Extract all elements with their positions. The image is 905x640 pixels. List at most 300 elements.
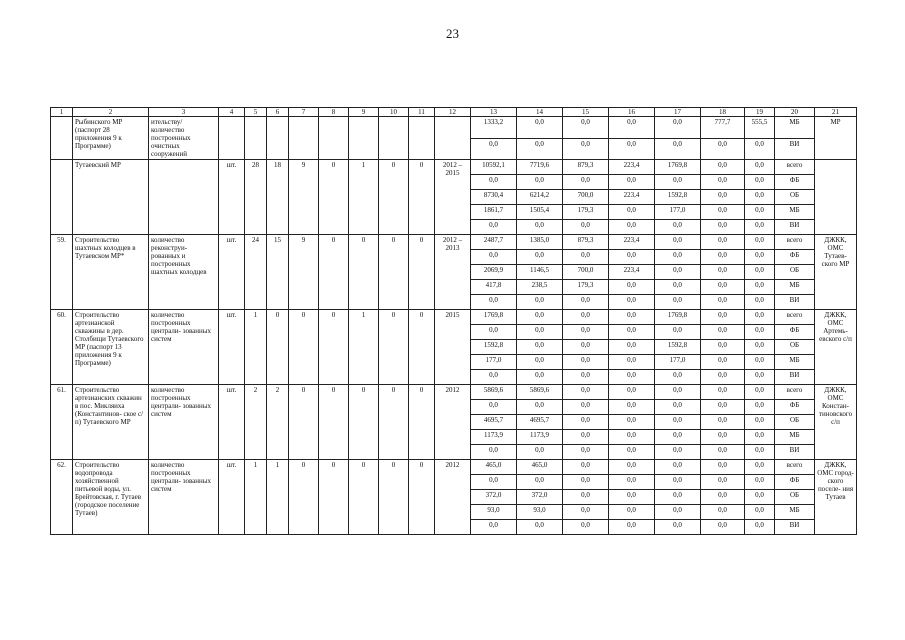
amount-cell: 0,0 [609,310,655,325]
table-row [51,235,857,250]
value-col11-cell: 0 [409,460,435,535]
value-col9-cell: 0 [349,460,379,535]
column-number-header: 16 [609,108,655,117]
amount-cell: 0,0 [701,220,745,235]
amount-cell: 0,0 [701,205,745,220]
column-number-header: 21 [815,108,857,117]
funding-source-cell: МБ [775,280,815,295]
amount-cell: 0,0 [563,490,609,505]
amount-cell: 179,3 [563,205,609,220]
amount-cell: 0,0 [745,520,775,535]
amount-cell: 0,0 [563,430,609,445]
value-col8-cell: 0 [319,235,349,310]
amount-cell: 0,0 [701,355,745,370]
amount-cell: 0,0 [745,460,775,475]
amount-cell: 0,0 [701,415,745,430]
indicator-cell: количество реконструи- рованных и построенных шахтных колодцев [149,235,219,310]
value-col7-cell: 0 [289,310,319,385]
amount-cell: 0,0 [655,430,701,445]
amount-cell: 0,0 [471,520,517,535]
amount-cell: 0,0 [471,475,517,490]
amount-cell: 4695,7 [517,415,563,430]
amount-cell: 1333,2 [471,117,517,139]
amount-cell: 0,0 [745,340,775,355]
value-col11-cell: 0 [409,385,435,460]
funding-source-cell: всего [775,460,815,475]
amount-cell: 0,0 [609,445,655,460]
amount-cell: 0,0 [609,490,655,505]
amount-cell: 555,5 [745,117,775,139]
funding-source-cell: ВИ [775,295,815,310]
value-col7-cell: 0 [289,385,319,460]
amount-cell: 0,0 [563,520,609,535]
amount-cell: 0,0 [701,430,745,445]
column-number-header: 20 [775,108,815,117]
table-row [51,310,857,325]
amount-cell: 1861,7 [471,205,517,220]
amount-cell: 0,0 [609,400,655,415]
amount-cell: 0,0 [701,175,745,190]
amount-cell: 777,7 [701,117,745,139]
amount-cell: 4695,7 [471,415,517,430]
amount-cell: 0,0 [517,445,563,460]
amount-cell: 1769,8 [655,160,701,175]
funding-source-cell: ВИ [775,138,815,160]
value-col6-cell: 1 [267,460,289,535]
amount-cell: 0,0 [563,475,609,490]
amount-cell: 0,0 [563,325,609,340]
funding-source-cell: ВИ [775,370,815,385]
unit-cell: шт. [219,460,245,535]
amount-cell: 417,8 [471,280,517,295]
amount-cell: 177,0 [655,355,701,370]
column-number-header: 18 [701,108,745,117]
amount-cell: 0,0 [701,190,745,205]
value-col8-cell: 0 [319,310,349,385]
amount-cell: 0,0 [655,460,701,475]
value-col11-cell: 0 [409,235,435,310]
unit-cell: шт. [219,160,245,235]
indicator-cell: количество построенных централи- зованных систем [149,385,219,460]
period-cell [435,117,471,160]
amount-cell: 0,0 [609,220,655,235]
amount-cell: 1592,8 [471,340,517,355]
amount-cell: 93,0 [517,505,563,520]
table-row [51,160,857,175]
amount-cell: 0,0 [563,460,609,475]
amount-cell: 0,0 [609,280,655,295]
amount-cell: 0,0 [517,310,563,325]
program-table [50,107,857,535]
column-number-header: 4 [219,108,245,117]
amount-cell: 0,0 [745,190,775,205]
amount-cell: 0,0 [609,460,655,475]
amount-cell: 0,0 [517,220,563,235]
column-number-header: 19 [745,108,775,117]
value-col7-cell: 9 [289,160,319,235]
amount-cell: 0,0 [655,138,701,160]
amount-cell: 1173,9 [471,430,517,445]
column-number-header: 7 [289,108,319,117]
amount-cell: 7719,6 [517,160,563,175]
amount-cell: 0,0 [655,295,701,310]
amount-cell: 879,3 [563,235,609,250]
table-header-row [51,108,857,117]
amount-cell: 0,0 [517,475,563,490]
value-col11-cell: 0 [409,160,435,235]
amount-cell: 2487,7 [471,235,517,250]
amount-cell: 0,0 [517,370,563,385]
value-col9-cell: 1 [349,160,379,235]
table-row [51,460,857,475]
amount-cell: 0,0 [655,400,701,415]
amount-cell: 0,0 [655,370,701,385]
funding-source-cell: ФБ [775,400,815,415]
value-col6-cell: 18 [267,160,289,235]
funding-source-cell: МБ [775,355,815,370]
row-number-cell: 60. [51,310,73,385]
amount-cell: 0,0 [745,370,775,385]
amount-cell: 0,0 [609,117,655,139]
value-col10-cell: 0 [379,235,409,310]
amount-cell: 0,0 [655,280,701,295]
amount-cell: 465,0 [471,460,517,475]
item-name-cell: Строительство шахтных колодцев в Тутаевском МР* [73,235,149,310]
amount-cell: 0,0 [745,205,775,220]
amount-cell: 0,0 [655,250,701,265]
value-col9-cell: 0 [349,235,379,310]
funding-source-cell: МБ [775,205,815,220]
funding-source-cell: ОБ [775,415,815,430]
amount-cell: 177,0 [655,205,701,220]
amount-cell: 0,0 [471,175,517,190]
amount-cell: 700,0 [563,190,609,205]
item-name-cell: Рыбинского МР (паспорт 28 приложения 9 к Программе) [73,117,149,160]
amount-cell: 0,0 [563,505,609,520]
amount-cell: 1505,4 [517,205,563,220]
amount-cell: 0,0 [563,138,609,160]
period-cell: 2012 [435,385,471,460]
amount-cell: 0,0 [517,355,563,370]
unit-cell: шт. [219,235,245,310]
amount-cell: 1173,9 [517,430,563,445]
amount-cell: 0,0 [701,400,745,415]
amount-cell: 0,0 [655,175,701,190]
amount-cell: 0,0 [655,385,701,400]
value-col7-cell [289,117,319,160]
amount-cell: 0,0 [701,325,745,340]
amount-cell: 0,0 [745,400,775,415]
unit-cell: шт. [219,310,245,385]
item-name-cell: Строительство артезианской скважины в дер. Столбищи Тутаевского МР (паспорт 13 приложения 9 к Программе) [73,310,149,385]
value-col9-cell: 0 [349,385,379,460]
amount-cell: 1385,0 [517,235,563,250]
amount-cell: 0,0 [655,520,701,535]
column-number-header: 17 [655,108,701,117]
amount-cell: 0,0 [471,250,517,265]
amount-cell: 223,4 [609,265,655,280]
funding-source-cell: всего [775,385,815,400]
value-col6-cell [267,117,289,160]
value-col10-cell: 0 [379,160,409,235]
amount-cell: 0,0 [701,235,745,250]
amount-cell: 0,0 [609,250,655,265]
funding-source-cell: ОБ [775,340,815,355]
amount-cell: 0,0 [745,250,775,265]
amount-cell: 0,0 [471,400,517,415]
amount-cell: 0,0 [609,355,655,370]
funding-source-cell: МБ [775,505,815,520]
amount-cell: 0,0 [655,490,701,505]
amount-cell: 0,0 [701,265,745,280]
amount-cell: 0,0 [701,490,745,505]
funding-source-cell: ФБ [775,250,815,265]
funding-source-cell: ФБ [775,325,815,340]
row-number-cell: 61. [51,385,73,460]
amount-cell: 1592,8 [655,190,701,205]
period-cell: 2012 – 2015 [435,160,471,235]
column-number-header: 6 [267,108,289,117]
amount-cell: 0,0 [701,295,745,310]
amount-cell: 5869,6 [517,385,563,400]
amount-cell: 700,0 [563,265,609,280]
funding-source-cell: ФБ [775,475,815,490]
amount-cell: 0,0 [701,250,745,265]
amount-cell: 0,0 [745,265,775,280]
executor-cell: МР [815,117,857,160]
amount-cell: 465,0 [517,460,563,475]
amount-cell: 0,0 [745,505,775,520]
amount-cell: 179,3 [563,280,609,295]
amount-cell: 0,0 [471,138,517,160]
row-number-cell [51,117,73,160]
amount-cell: 0,0 [745,235,775,250]
column-number-header: 13 [471,108,517,117]
funding-source-cell: ОБ [775,265,815,280]
amount-cell: 0,0 [563,370,609,385]
amount-cell: 0,0 [563,295,609,310]
funding-source-cell: ВИ [775,520,815,535]
amount-cell: 177,0 [471,355,517,370]
indicator-cell: ительству/ количество построенных очистных сооружений [149,117,219,160]
amount-cell: 0,0 [609,138,655,160]
amount-cell: 0,0 [701,460,745,475]
amount-cell: 6214,2 [517,190,563,205]
value-col8-cell: 0 [319,160,349,235]
funding-source-cell: ОБ [775,190,815,205]
column-number-header: 15 [563,108,609,117]
amount-cell: 0,0 [655,505,701,520]
amount-cell: 0,0 [701,475,745,490]
amount-cell: 2069,9 [471,265,517,280]
amount-cell: 0,0 [701,505,745,520]
funding-source-cell: ВИ [775,445,815,460]
row-number-cell: 62. [51,460,73,535]
column-number-header: 11 [409,108,435,117]
column-number-header: 14 [517,108,563,117]
amount-cell: 372,0 [517,490,563,505]
amount-cell: 0,0 [745,415,775,430]
page-number: 23 [446,26,459,41]
column-number-header: 5 [245,108,267,117]
amount-cell: 1769,8 [655,310,701,325]
value-col6-cell: 0 [267,310,289,385]
funding-source-cell: всего [775,235,815,250]
item-name-cell: Тутаевский МР [73,160,149,235]
value-col11-cell: 0 [409,310,435,385]
amount-cell: 0,0 [609,370,655,385]
amount-cell: 0,0 [563,415,609,430]
funding-source-cell: ОБ [775,490,815,505]
unit-cell: шт. [219,385,245,460]
amount-cell: 0,0 [609,325,655,340]
amount-cell: 0,0 [655,265,701,280]
amount-cell: 0,0 [745,445,775,460]
amount-cell: 0,0 [745,385,775,400]
amount-cell: 0,0 [517,117,563,139]
amount-cell: 0,0 [563,175,609,190]
value-col10-cell: 0 [379,385,409,460]
value-col8-cell: 0 [319,385,349,460]
amount-cell: 0,0 [655,475,701,490]
column-number-header: 2 [73,108,149,117]
value-col5-cell: 1 [245,310,267,385]
executor-cell: ДЖКК, ОМС город- ского поселе- ния Тутаев [815,460,857,535]
amount-cell: 0,0 [471,295,517,310]
funding-source-cell: МБ [775,117,815,139]
amount-cell: 1592,8 [655,340,701,355]
unit-cell [219,117,245,160]
amount-cell: 0,0 [563,220,609,235]
amount-cell: 0,0 [609,205,655,220]
amount-cell: 0,0 [745,295,775,310]
amount-cell: 0,0 [563,355,609,370]
amount-cell: 0,0 [517,400,563,415]
amount-cell: 10592,1 [471,160,517,175]
row-number-cell: 59. [51,235,73,310]
amount-cell: 0,0 [745,138,775,160]
amount-cell: 0,0 [745,475,775,490]
amount-cell: 0,0 [563,250,609,265]
row-number-cell [51,160,73,235]
amount-cell: 0,0 [701,340,745,355]
amount-cell: 0,0 [563,310,609,325]
funding-source-cell: ФБ [775,175,815,190]
column-number-header: 1 [51,108,73,117]
amount-cell: 0,0 [471,220,517,235]
amount-cell: 0,0 [471,325,517,340]
amount-cell: 372,0 [471,490,517,505]
value-col5-cell: 1 [245,460,267,535]
column-number-header: 3 [149,108,219,117]
amount-cell: 0,0 [609,415,655,430]
amount-cell: 0,0 [563,445,609,460]
amount-cell: 0,0 [517,520,563,535]
value-col8-cell [319,117,349,160]
amount-cell: 0,0 [609,505,655,520]
table-row [51,385,857,400]
amount-cell: 0,0 [745,430,775,445]
item-name-cell: Строительство артезианских скважин в пос. Микляиха (Константинов- ское с/п) Тутаевского МР [73,385,149,460]
amount-cell: 0,0 [701,385,745,400]
amount-cell: 1769,8 [471,310,517,325]
amount-cell: 0,0 [517,175,563,190]
executor-cell: ДЖКК, ОМС Констан- тиновского с/п [815,385,857,460]
period-cell: 2012 [435,460,471,535]
funding-source-cell: ВИ [775,220,815,235]
value-col8-cell: 0 [319,460,349,535]
indicator-cell: количество построенных централи- зованных систем [149,460,219,535]
amount-cell: 879,3 [563,160,609,175]
amount-cell: 0,0 [563,400,609,415]
value-col10-cell: 0 [379,310,409,385]
amount-cell: 0,0 [609,175,655,190]
funding-source-cell: всего [775,310,815,325]
value-col6-cell: 15 [267,235,289,310]
value-col7-cell: 0 [289,460,319,535]
column-number-header: 12 [435,108,471,117]
table-row [51,117,857,139]
amount-cell: 0,0 [609,520,655,535]
amount-cell: 8730,4 [471,190,517,205]
amount-cell: 0,0 [701,520,745,535]
item-name-cell: Строительство водопровода хозяйственной питьевой воды, ул. Брейтовская, г. Тутаев (городское поселение Тутаев) [73,460,149,535]
amount-cell: 0,0 [517,250,563,265]
amount-cell: 0,0 [563,340,609,355]
amount-cell: 0,0 [609,340,655,355]
amount-cell: 0,0 [655,445,701,460]
amount-cell: 0,0 [701,445,745,460]
amount-cell: 0,0 [701,310,745,325]
amount-cell: 223,4 [609,160,655,175]
executor-cell [815,160,857,235]
amount-cell: 93,0 [471,505,517,520]
amount-cell: 0,0 [609,295,655,310]
amount-cell: 0,0 [655,415,701,430]
funding-source-cell: МБ [775,430,815,445]
amount-cell: 0,0 [745,355,775,370]
value-col11-cell [409,117,435,160]
indicator-cell: количество построенных централи- зованных систем [149,310,219,385]
amount-cell: 0,0 [609,430,655,445]
amount-cell: 0,0 [745,325,775,340]
column-number-header: 8 [319,108,349,117]
amount-cell: 1146,5 [517,265,563,280]
amount-cell: 0,0 [655,220,701,235]
column-number-header: 9 [349,108,379,117]
amount-cell: 0,0 [745,280,775,295]
amount-cell: 0,0 [517,295,563,310]
amount-cell: 0,0 [655,235,701,250]
value-col9-cell [349,117,379,160]
amount-cell: 0,0 [471,445,517,460]
amount-cell: 0,0 [701,370,745,385]
indicator-cell [149,160,219,235]
amount-cell: 0,0 [517,138,563,160]
amount-cell: 0,0 [745,160,775,175]
amount-cell: 0,0 [701,160,745,175]
funding-source-cell: всего [775,160,815,175]
value-col10-cell: 0 [379,460,409,535]
amount-cell: 0,0 [745,175,775,190]
amount-cell: 0,0 [701,280,745,295]
amount-cell: 223,4 [609,190,655,205]
value-col5-cell [245,117,267,160]
value-col9-cell: 1 [349,310,379,385]
value-col10-cell [379,117,409,160]
amount-cell: 0,0 [655,325,701,340]
executor-cell: ДЖКК, ОМС Артемь- евского с/п [815,310,857,385]
